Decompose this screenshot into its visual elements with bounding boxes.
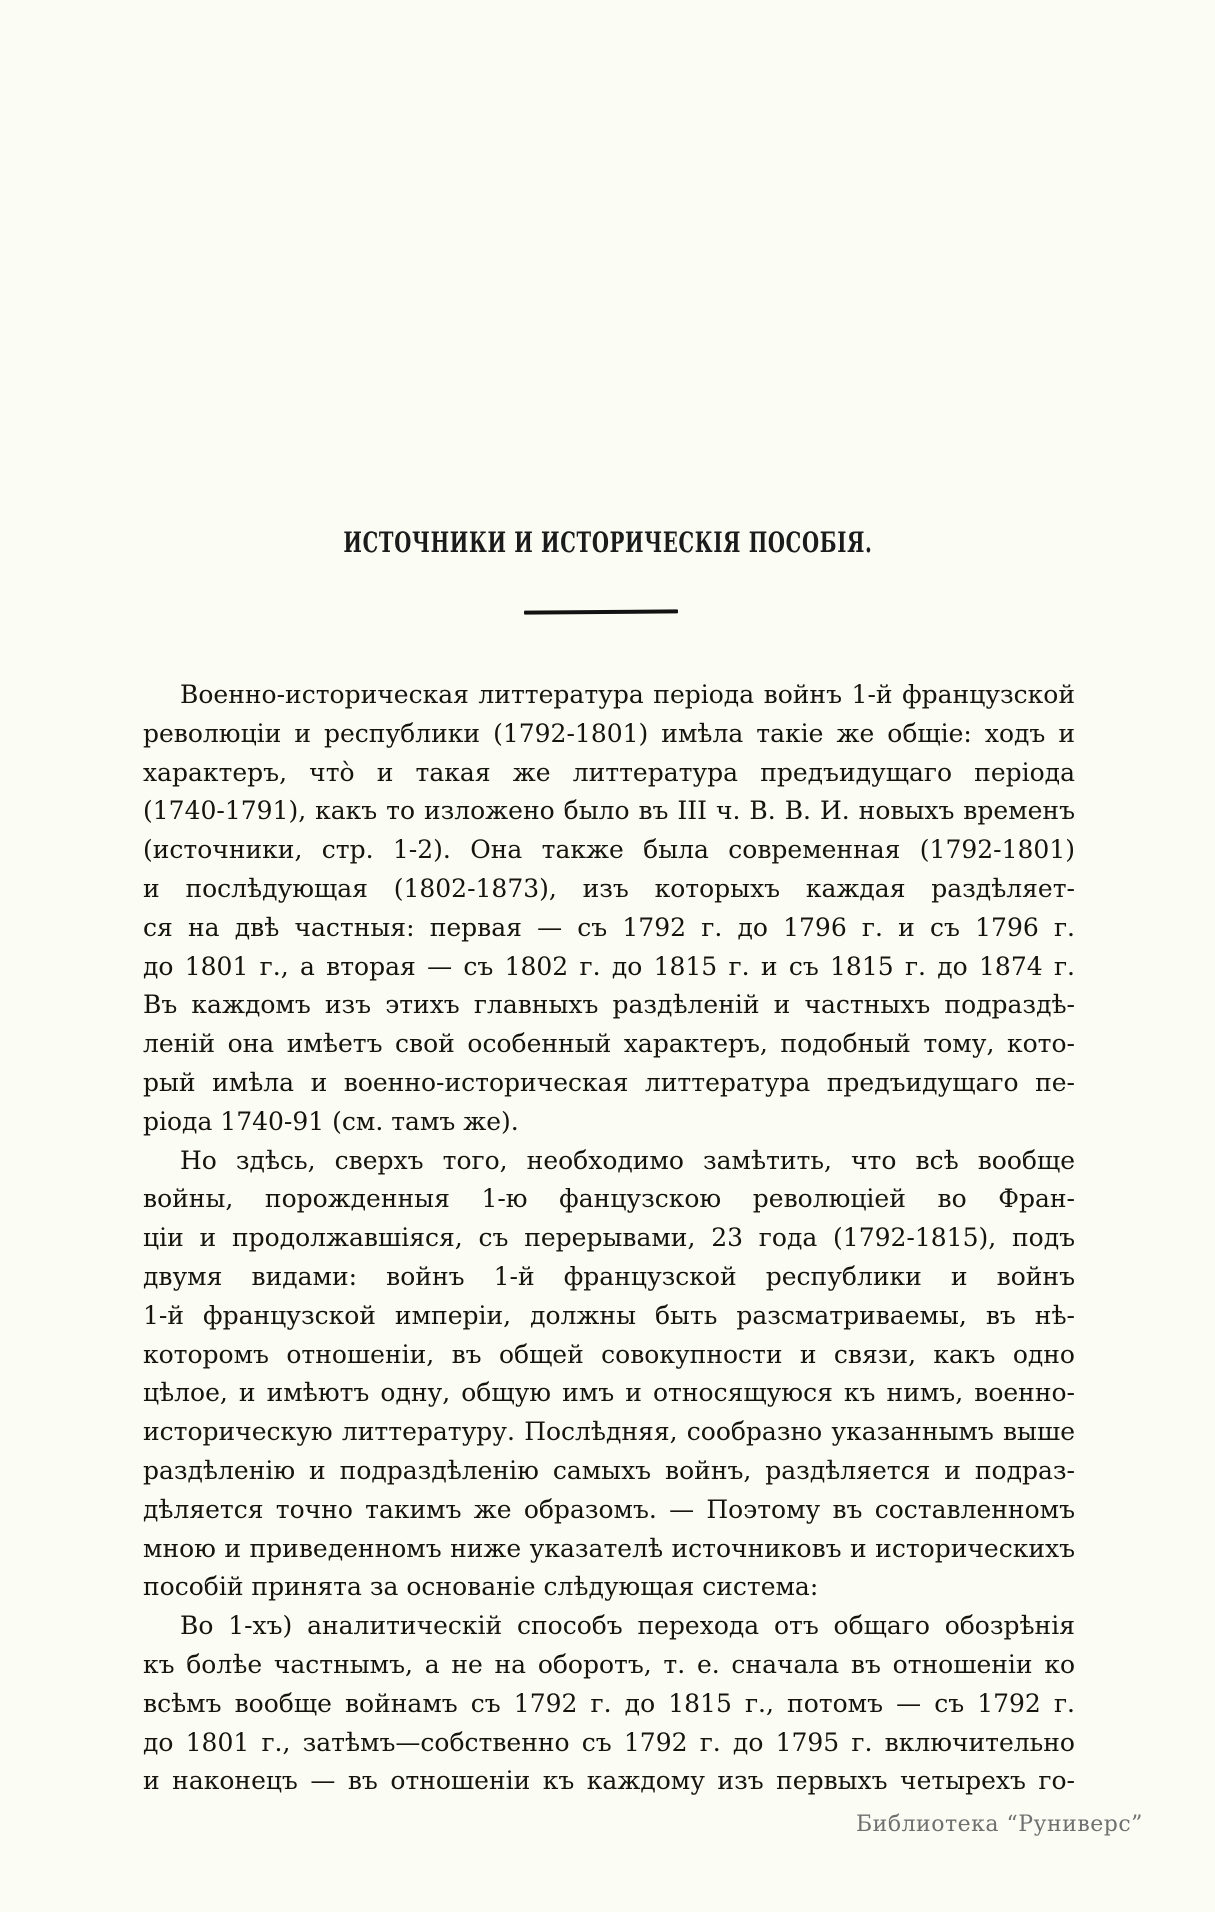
text-line: ся на двѣ частныя: первая — съ 1792 г. до 1796 г. и съ 1796 г. [143,912,1075,942]
text-line: къ болѣе частнымъ, а не на оборотъ, т. е. сначала въ отношеніи ко [143,1649,1075,1679]
text-line: ціи и продолжавшіяся, съ перерывами, 23 года (1792-1815), подъ [143,1223,1075,1253]
page-title-text: ИСТОЧНИКИ И ИСТОРИЧЕСКІЯ ПОСОБІЯ. [342,526,873,559]
page-body-text [143,676,1075,1801]
text-line: леній она имѣетъ свой особенный характеръ, подобный тому, кото- [143,1029,1075,1059]
text-line: двумя видами: войнъ 1-й французской республики и войнъ [143,1261,1075,1291]
text-line: раздѣленію и подраздѣленію самыхъ войнъ, раздѣляется и подраз- [143,1455,1075,1485]
text-line: войны, порожденныя 1-ю фанцузскою революціей во Фран- [143,1184,1075,1214]
text-line: всѣмъ вообще войнамъ съ 1792 г. до 1815 г., потомъ — съ 1792 г. [143,1688,1075,1718]
text-line: рый имѣла и военно-историческая литтература предъидущаго пе- [143,1067,1075,1097]
text-line: дѣляется точно такимъ же образомъ. — Поэтому въ составленномъ [143,1494,1075,1524]
text-line: и наконецъ — въ отношеніи къ каждому изъ первыхъ четырехъ го- [143,1766,1075,1796]
text-line: 1-й французской имперіи, должны быть разсматриваемы, въ нѣ- [143,1300,1075,1330]
title-divider-rule [524,609,678,614]
text-line: которомъ отношеніи, въ общей совокупности и связи, какъ одно [143,1339,1075,1369]
text-line: Въ каждомъ изъ этихъ главныхъ раздѣленій и частныхъ подраздѣ- [143,990,1075,1020]
text-line: Но здѣсь, сверхъ того, необходимо замѣтить, что всѣ вообще [180,1145,1075,1175]
text-line: до 1801 г., затѣмъ—собственно съ 1792 г. до 1795 г. включительно [143,1727,1075,1757]
text-line: Военно-историческая литтература періода войнъ 1-й французской [180,680,1075,709]
text-line: историческую литтературу. Послѣдняя, сообразно указаннымъ выше [143,1417,1075,1447]
text-line: революціи и республики (1792-1801) имѣла такіе же общіе: ходъ и [143,718,1075,748]
text-line: пособій принята за основаніе слѣдующая система: [143,1572,819,1602]
text-line: (1740-1791), какъ то изложено было въ III ч. В. В. И. новыхъ временъ [143,796,1075,826]
text-line: (источники, стр. 1-2). Она также была современная (1792-1801) [143,835,1075,865]
page-title [0,526,1215,559]
text-line: до 1801 г., а вторая — съ 1802 г. до 1815 г. и съ 1815 г. до 1874 г. [143,951,1075,981]
text-line: Во 1-хъ) аналитическій способъ перехода отъ общаго обозрѣнія [180,1611,1075,1641]
text-line: мною и приведенномъ ниже указателѣ источниковъ и историческихъ [143,1533,1075,1563]
text-line: и послѣдующая (1802-1873), изъ которыхъ каждая раздѣляет- [143,873,1075,903]
text-line: ріода 1740-91 (см. тамъ же). [143,1106,519,1136]
text-line: цѣлое, и имѣютъ одну, общую имъ и относящуюся къ нимъ, военно- [143,1378,1075,1408]
library-watermark: Библиотека “Руниверс” [856,1812,1143,1837]
text-line: характеръ, что̀ и такая же литтература предъидущаго періода [143,757,1075,787]
